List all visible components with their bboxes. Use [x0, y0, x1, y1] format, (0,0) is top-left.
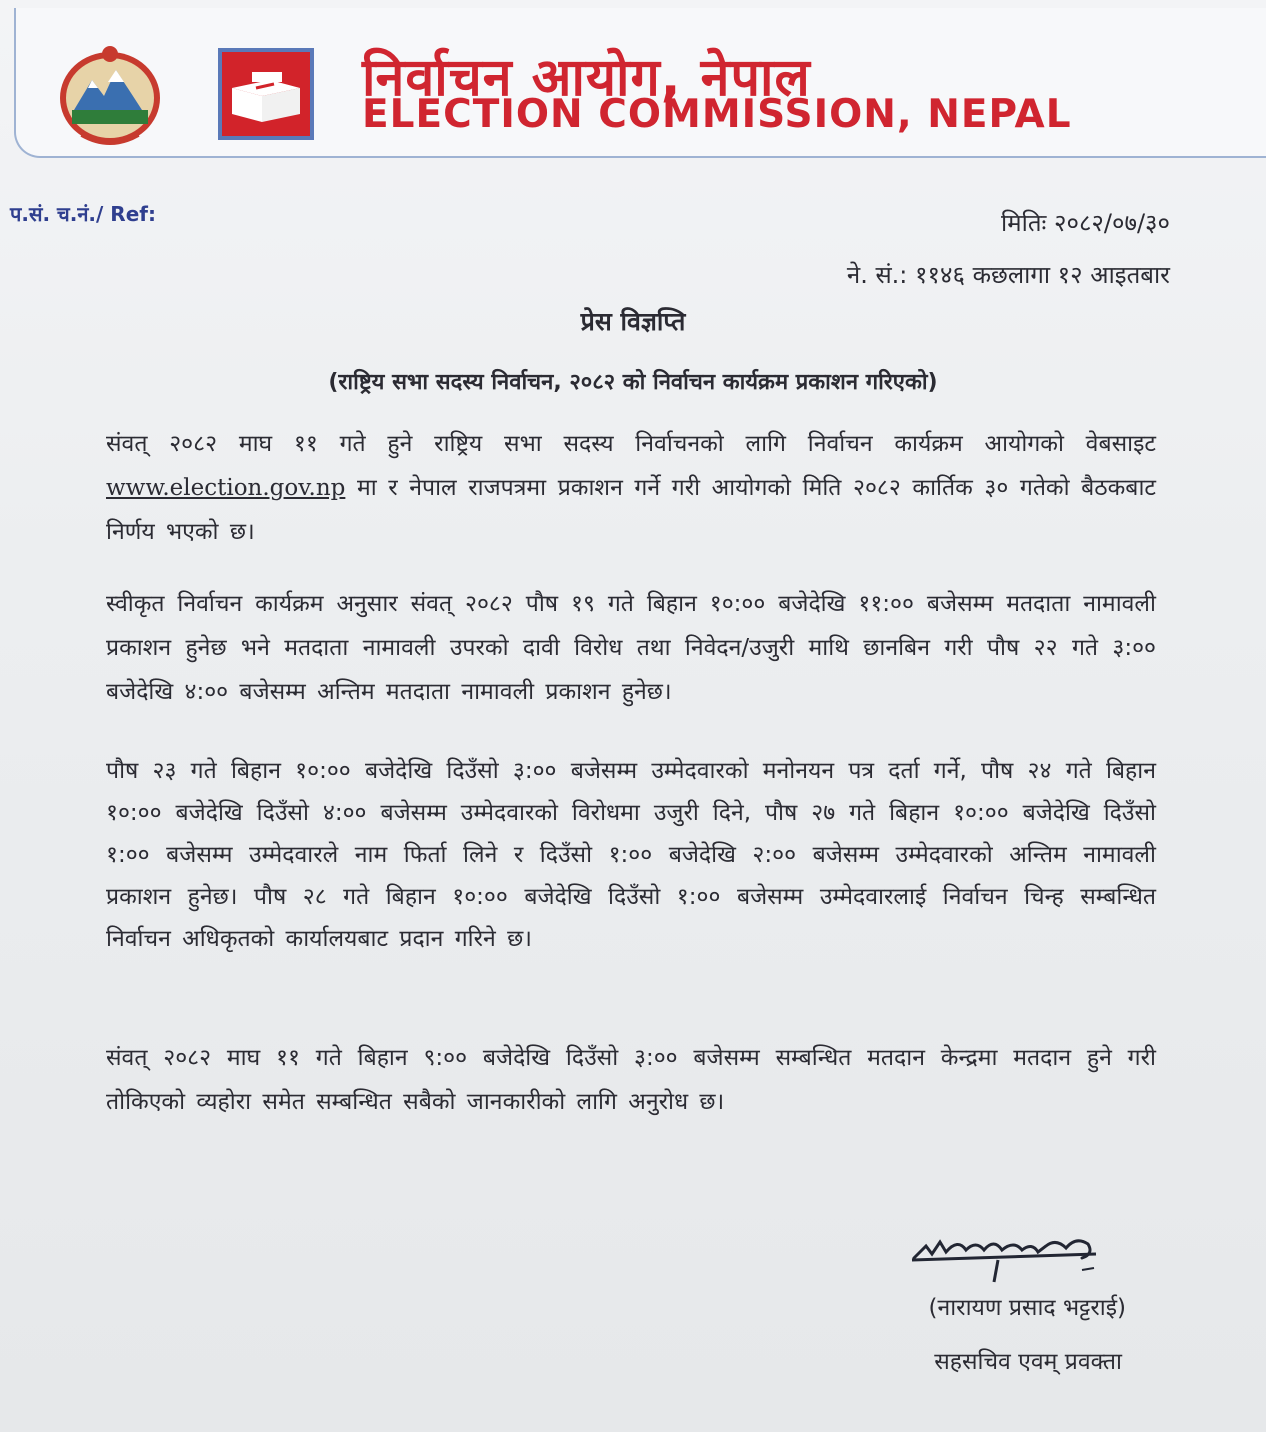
paragraph-decision	[106, 422, 1156, 554]
paragraph-voter-list: स्वीकृत निर्वाचन कार्यक्रम अनुसार संवत् २०८२ पौष १९ गते बिहान १०:०० बजेदेखि ११:०० बजेसम्म मतदाता नामावली प्रकाशन हुनेछ भने मतदाता नामावली उपरको दावी विरोध तथा निवेदन/उजुरी माथि छानबिन गरी पौष २२ गते ३:०० बजेदेखि ४:०० बजेसम्म अन्तिम मतदाता नामावली प्रकाशन हुनेछ।	[106, 591, 1156, 705]
handwritten-signature	[906, 1224, 1106, 1284]
organization-name-nepali: निर्वाचन आयोग, नेपाल	[362, 48, 811, 108]
signer-title: सहसचिव एवम् प्रवक्ता	[934, 1349, 1122, 1375]
page-subtitle: (राष्ट्रिय सभा सदस्य निर्वाचन, २०८२ को निर्वाचन कार्यक्रम प्रकाशन गरिएको)	[328, 370, 938, 395]
organization-name-english: ELECTION COMMISSION, NEPAL	[362, 92, 1072, 137]
paragraph-text: मा र नेपाल राजपत्रमा प्रकाशन गर्ने गरी आयोगको मिति २०८२ कार्तिक ३० गतेको बैठकबाट निर्णय भएको छ।	[106, 475, 1156, 545]
nepal-sambat-date-line: ने. सं.: ११४६ कछलागा १२ आइतबार	[846, 261, 1170, 289]
signer-name: (नारायण प्रसाद भट्टराई)	[928, 1295, 1126, 1321]
reference-label: प.सं. च.नं./ Ref:	[10, 202, 156, 226]
nepal-emblem-icon	[52, 40, 168, 152]
paragraph-text: संवत् २०८२ माघ ११ गते हुने राष्ट्रिय सभा सदस्य निर्वाचनको लागि निर्वाचन कार्यक्रम आयोगको वेबसाइट	[106, 431, 1156, 457]
page-title: प्रेस विज्ञप्ति	[580, 307, 686, 336]
paragraph-voting-day: संवत् २०८२ माघ ११ गते बिहान ९:०० बजेदेखि दिउँसो ३:०० बजेसम्म सम्बन्धित मतदान केन्द्रमा मतदान हुने गरी तोकिएको व्यहोरा समेत सम्बन्धित सबैको जानकारीको लागि अनुरोध छ।	[106, 1045, 1156, 1115]
website-link[interactable]: www.election.gov.np	[106, 475, 346, 501]
election-commission-logo-icon	[218, 48, 314, 140]
date-line: मितिः २०८२/०७/३०	[1001, 209, 1170, 237]
paragraph-nomination-schedule: पौष २३ गते बिहान १०:०० बजेदेखि दिउँसो ३:०० बजेसम्म उम्मेदवारको मनोनयन पत्र दर्ता गर्ने, पौष २४ गते बिहान १०:०० बजेदेखि दिउँसो ४:०० बजेसम्म उम्मेदवारको विरोधमा उजुरी दिने, पौष २७ गते बिहान १०:०० बजेदेखि दिउँसो १:०० बजेसम्म उम्मेदवारले नाम फिर्ता लिने र दिउँसो १:०० बजेदेखि २:०० बजेसम्म उम्मेदवारको अन्तिम नामावली प्रकाशन हुनेछ। पौष २८ गते बिहान १०:०० बजेदेखि दिउँसो १:०० बजेसम्म उम्मेदवारलाई निर्वाचन चिन्ह सम्बन्धित निर्वाचन अधिकृतको कार्यालयबाट प्रदान गरिने छ।	[106, 758, 1156, 952]
